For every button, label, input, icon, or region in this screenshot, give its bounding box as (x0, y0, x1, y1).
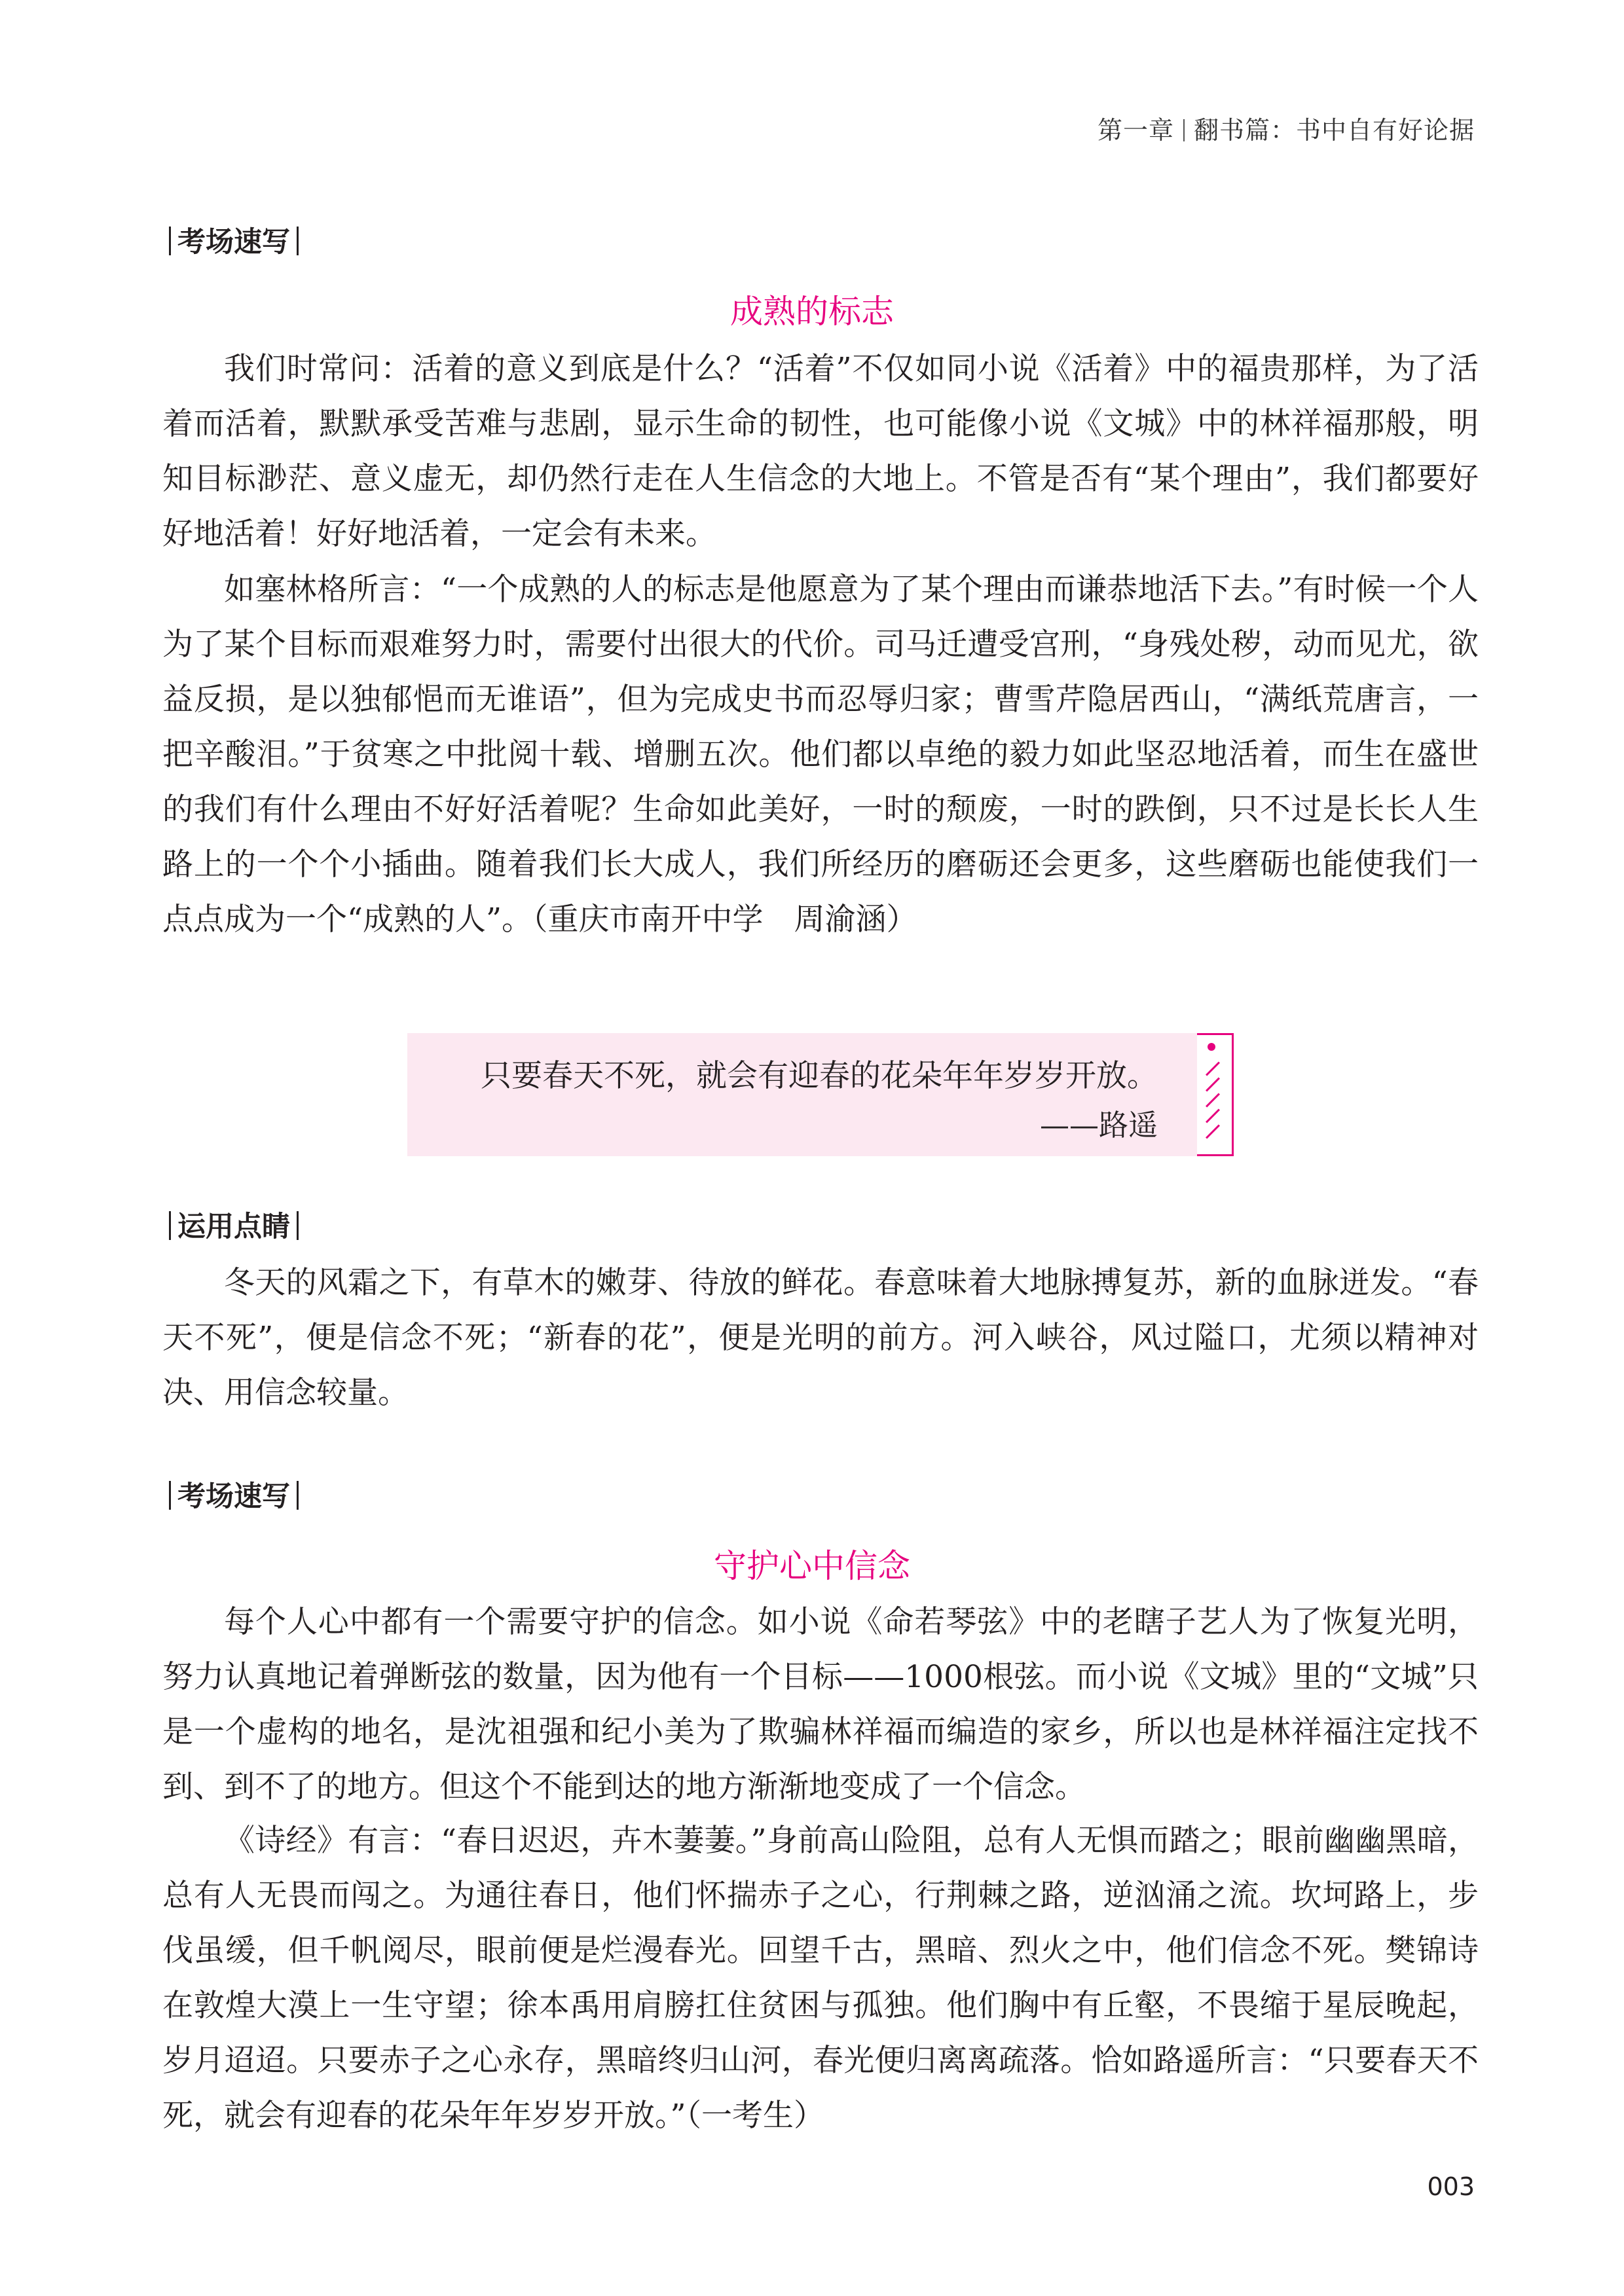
label-bar-right (297, 1481, 299, 1510)
decoration-hatch (1206, 1125, 1220, 1139)
label-bar-right (297, 227, 299, 255)
chapter-title: 翻书篇：书中自有好论据 (1193, 116, 1475, 145)
page-number: 003 (1427, 2172, 1475, 2201)
decoration-dot (1208, 1043, 1215, 1051)
chapter-label: 第一章 (1097, 116, 1174, 145)
quote-box (407, 1033, 1197, 1156)
essay2-paragraph-1: 每个人心中都有一个需要守护的信念。如小说《命若琴弦》中的老瞎子艺人为了恢复光明，努力认真地记着弹断弦的数量，因为他有一个目标——1000根弦。而小说《文城》里的“文城”只是一个虚构的地名，是沈祖强和纪小美为了欺骗林祥福而编造的家乡，所以也是林祥福注定找不到、到不了的地方。但这个不能到达的地方渐渐地变成了一个信念。 (162, 1604, 1479, 1805)
application-paragraph: 冬天的风霜之下，有草木的嫩芽、待放的鲜花。春意味着大地脉搏复苏，新的血脉迸发。“春天不死”，便是信念不死；“新春的花”，便是光明的前方。河入峡谷，风过隘口，尤须以精神对决、用信念较量。 (162, 1265, 1479, 1411)
essay1-paragraph-1: 我们时常问：活着的意义到底是什么？“活着”不仅如同小说《活着》中的福贵那样，为了活着而活着，默默承受苦难与悲剧，显示生命的韧性，也可能像小说《文城》中的林祥福那般，明知目标渺茫、意义虚无，却仍然行走在人生信念的大地上。不管是否有“某个理由”，我们都要好好地活着！好好地活着，一定会有未来。 (162, 351, 1479, 552)
quote-author: ——路遥 (1039, 1108, 1158, 1142)
quote-text: 只要春天不死，就会有迎春的花朵年年岁岁开放。 (481, 1058, 1158, 1094)
quote-bracket-decoration (1197, 1033, 1234, 1156)
essay-title-2: 守护心中信念 (714, 1547, 910, 1585)
decoration-hatch (1206, 1109, 1220, 1123)
section-label-text: 考场速写 (177, 1480, 290, 1513)
decoration-hatch (1206, 1078, 1220, 1092)
section-label-application (162, 1205, 305, 1245)
label-bar-left (169, 227, 171, 255)
section-label-text: 运用点睛 (177, 1211, 290, 1243)
essay2-paragraph-2: 《诗经》有言：“春日迟迟，卉木萋萋。”身前高山险阻，总有人无惧而踏之；眼前幽幽黑暗，总有人无畏而闯之。为通往春日，他们怀揣赤子之心，行荆棘之路，逆汹涌之流。坎坷路上，步伐虽缓，但千帆阅尽，眼前便是烂漫春光。回望千古，黑暗、烈火之中，他们信念不死。樊锦诗在敦煌大漠上一生守望；徐本禹用肩膀扛住贫困与孤独。他们胸中有丘壑，不畏缩于星辰晚起，岁月迢迢。只要赤子之心永存，黑暗终归山河，春光便归离离疏落。恰如路遥所言：“只要春天不死，就会有迎春的花朵年年岁岁开放。”（一考生） (162, 1823, 1479, 2134)
running-head (1098, 110, 1475, 146)
essay-title-1: 成熟的标志 (730, 293, 894, 331)
label-bar-left (169, 1211, 171, 1240)
label-bar-left (169, 1481, 171, 1510)
section-label-exam-sketch-2 (162, 1474, 305, 1514)
label-bar-right (297, 1211, 299, 1240)
essay1-paragraph-2: 如塞林格所言：“一个成熟的人的标志是他愿意为了某个理由而谦恭地活下去。”有时候一个人为了某个目标而艰难努力时，需要付出很大的代价。司马迁遭受宫刑，“身残处秽，动而见尤，欲益反损，是以独郁悒而无谁语”，但为完成史书而忍辱归家；曹雪芹隐居西山，“满纸荒唐言，一把辛酸泪。”于贫寒之中批阅十载、增删五次。他们都以卓绝的毅力如此坚忍地活着，而生在盛世的我们有什么理由不好好活着呢？生命如此美好，一时的颓废，一时的跌倒，只不过是长长人生路上的一个个小插曲。随着我们长大成人，我们所经历的磨砺还会更多，这些磨砺也能使我们一点点成为一个“成熟的人”。（重庆市南开中学 周渝涵） (162, 572, 1479, 938)
decoration-hatch (1206, 1062, 1220, 1076)
decoration-hatch (1206, 1093, 1220, 1108)
section-label-exam-sketch-1 (162, 220, 305, 260)
section-label-text: 考场速写 (177, 226, 290, 259)
header-divider (1183, 119, 1185, 141)
